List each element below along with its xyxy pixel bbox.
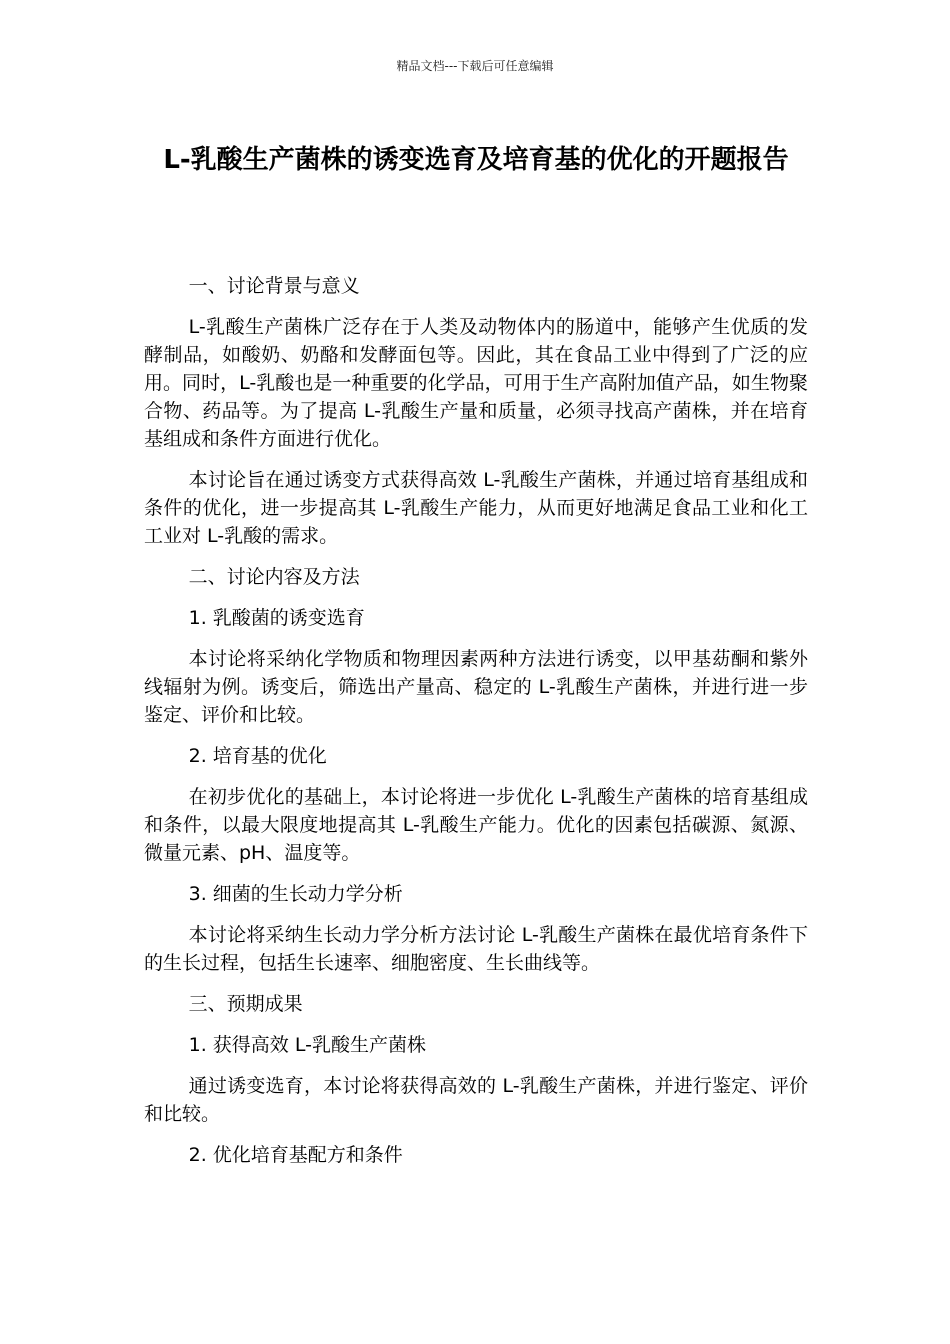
page-header-note: 精品文档---下载后可任意编辑 — [396, 59, 554, 73]
document-title: L-乳酸生产菌株的诱变选育及培育基的优化的开题报告 — [163, 145, 789, 175]
subheading-mutagenesis: 1. 乳酸菌的诱变选育 — [188, 607, 365, 629]
paragraph-purpose: 本讨论旨在通过诱变方式获得高效 L-乳酸生产菌株，并通过培育基组成和条件的优化，进一步提高其 L-乳酸生产能力，从而更好地满足食品工业和化工工业对 L-乳酸的需求。 — [144, 469, 808, 547]
section-heading-methods: 二、讨论内容及方法 — [188, 566, 360, 588]
paragraph-growth-kinetics: 本讨论将采纳生长动力学分析方法讨论 L-乳酸生产菌株在最优培育条件下的生长过程，包括生长速率、细胞密度、生长曲线等。 — [144, 924, 808, 974]
section-heading-background: 一、讨论背景与意义 — [188, 275, 360, 297]
paragraph-high-yield-strain: 通过诱变选育，本讨论将获得高效的 L-乳酸生产菌株，并进行鉴定、评价和比较。 — [144, 1075, 808, 1125]
section-heading-expected-results: 三、预期成果 — [188, 993, 303, 1015]
subheading-high-yield-strain: 1. 获得高效 L-乳酸生产菌株 — [188, 1034, 426, 1056]
document-body — [144, 272, 808, 1182]
paragraph-background: L-乳酸生产菌株广泛存在于人类及动物体内的肠道中，能够产生优质的发酵制品，如酸奶、奶酪和发酵面包等。因此，其在食品工业中得到了广泛的应用。同时，L-乳酸也是一种重要的化学品，可用于生产高附加值产品，如生物聚合物、药品等。为了提高 L-乳酸生产量和质量，必须寻找高产菌株，并在培育基组成和条件方面进行优化。 — [144, 316, 808, 450]
subheading-optimized-formula: 2. 优化培育基配方和条件 — [188, 1144, 403, 1166]
paragraph-medium-optimization: 在初步优化的基础上，本讨论将进一步优化 L-乳酸生产菌株的培育基组成和条件，以最大限度地提高其 L-乳酸生产能力。优化的因素包括碳源、氮源、微量元素、pH、温度等。 — [144, 786, 808, 864]
subheading-medium-optimization: 2. 培育基的优化 — [188, 745, 327, 767]
subheading-growth-kinetics: 3. 细菌的生长动力学分析 — [188, 883, 403, 905]
paragraph-mutagenesis: 本讨论将采纳化学物质和物理因素两种方法进行诱变，以甲基苭酮和紫外线辐射为例。诱变后，筛选出产量高、稳定的 L-乳酸生产菌株，并进行进一步鉴定、评价和比较。 — [144, 648, 808, 726]
